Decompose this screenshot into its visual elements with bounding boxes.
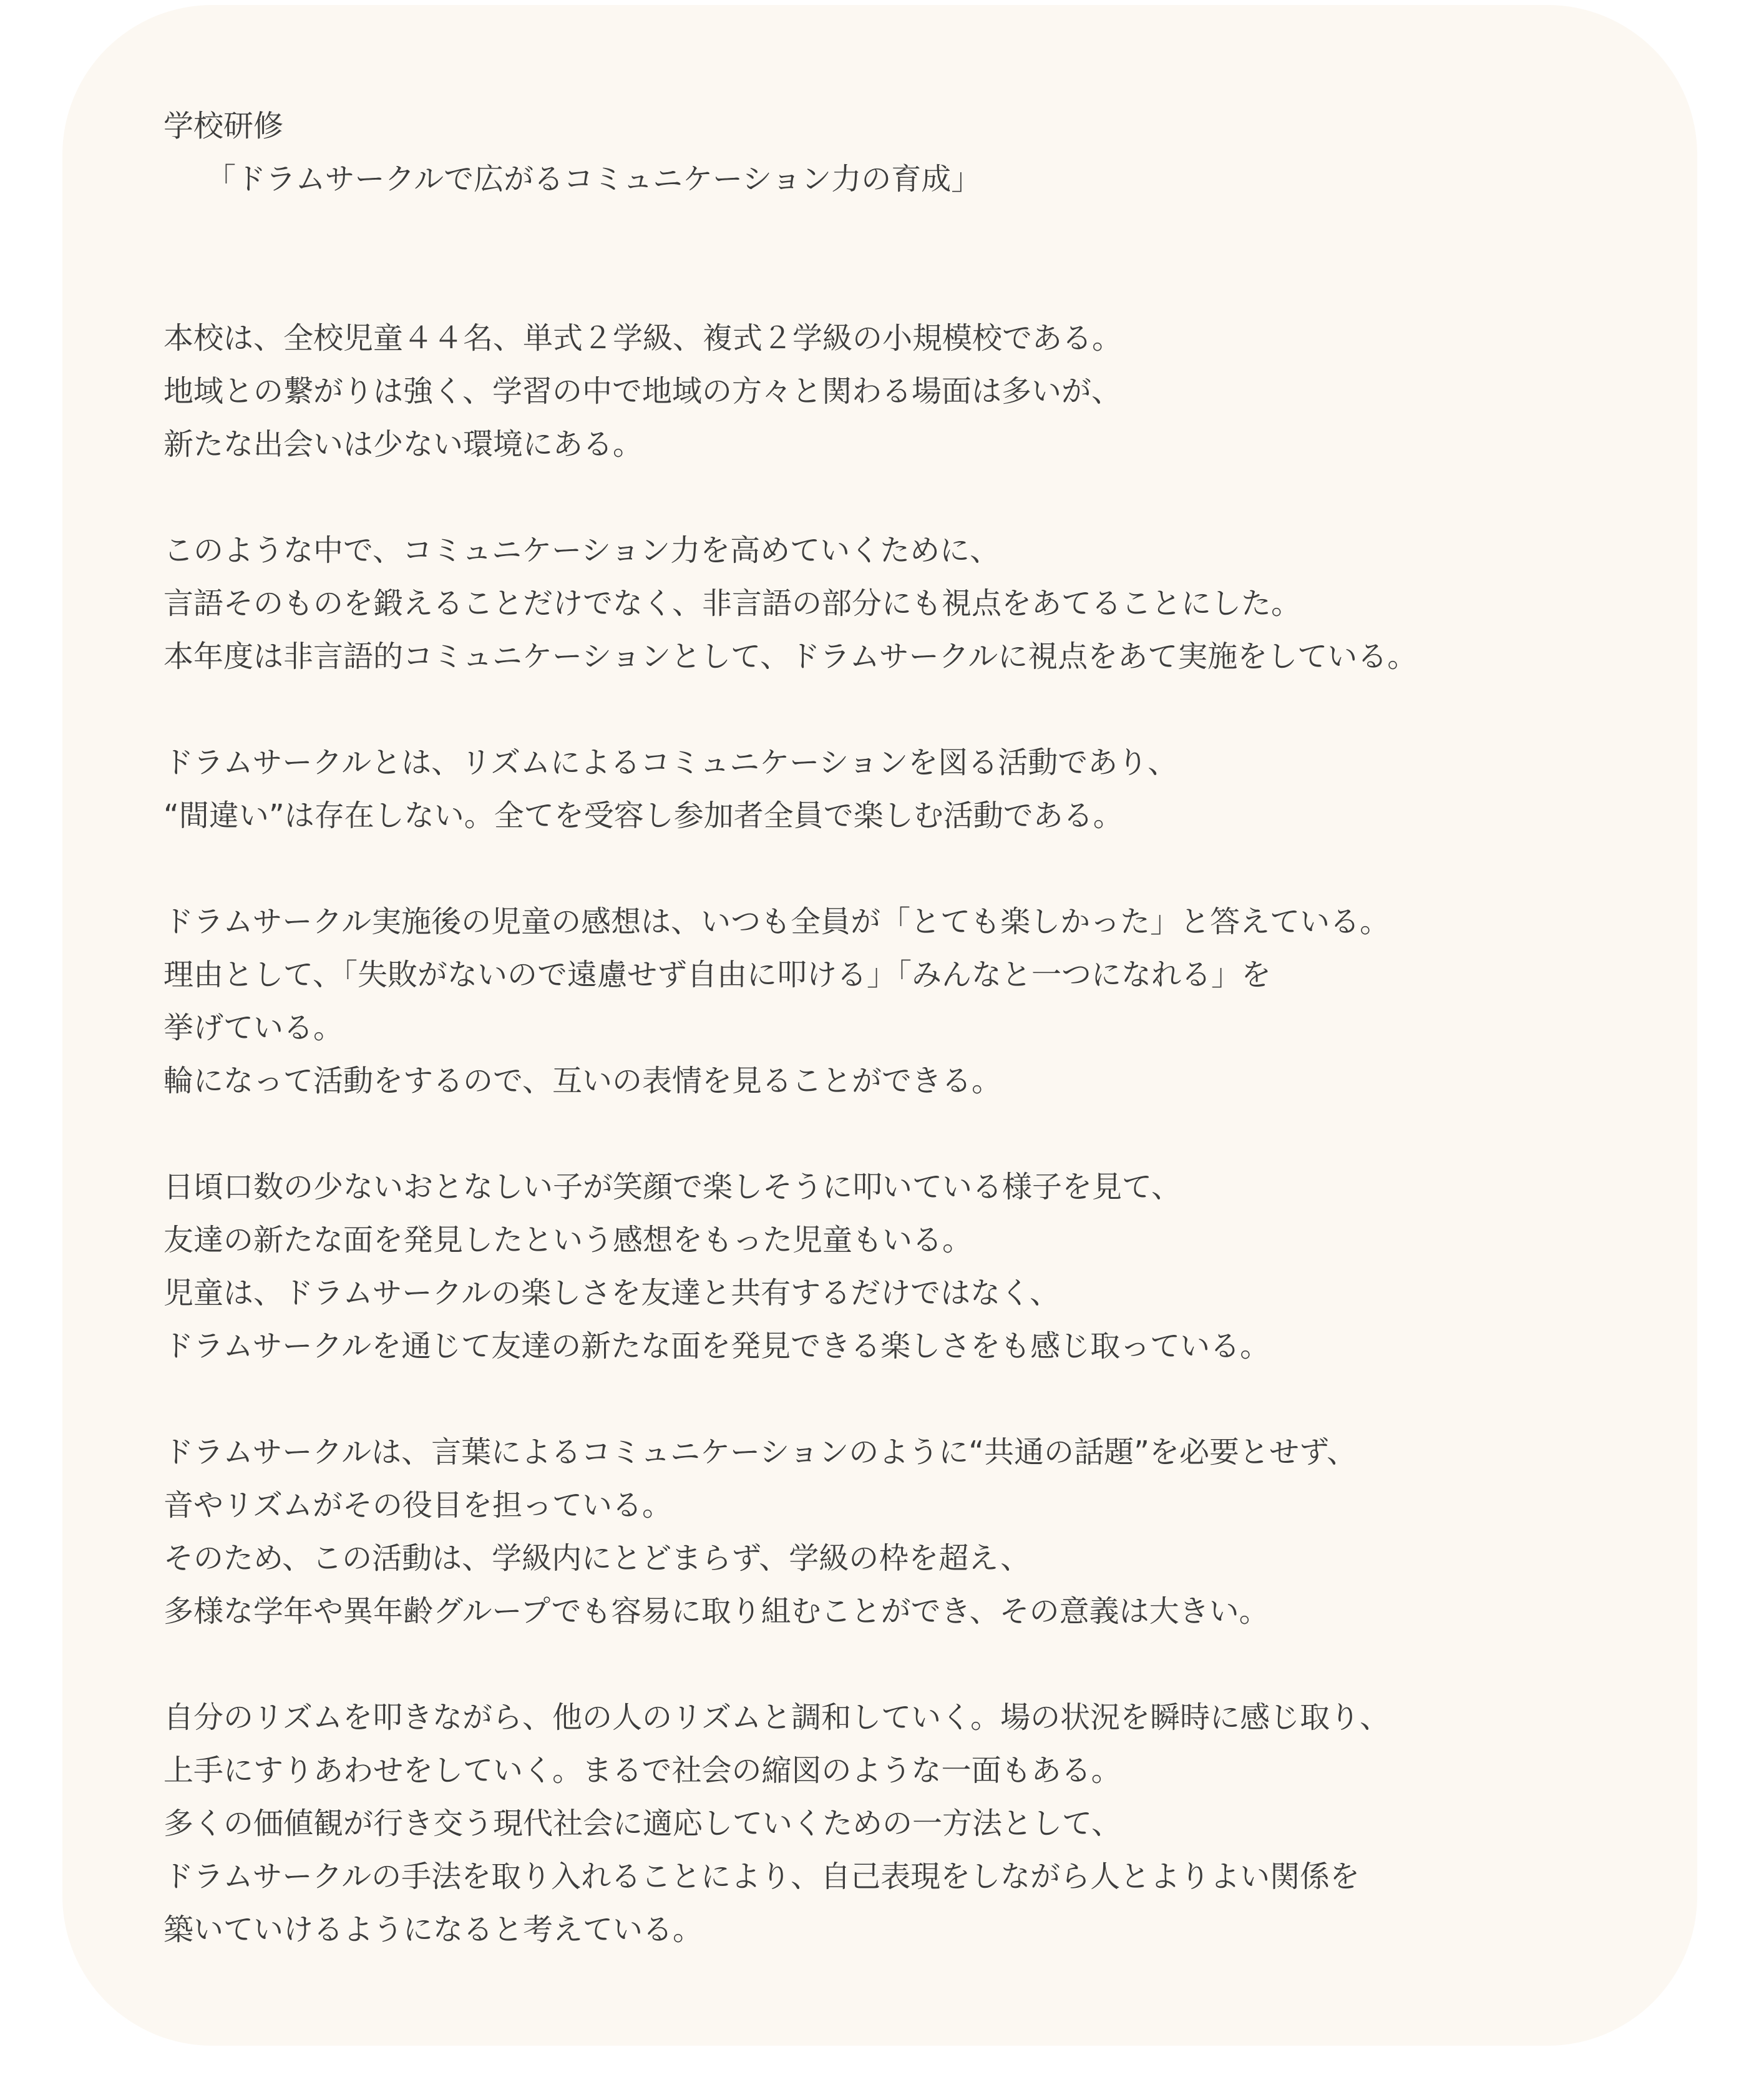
text-line: 自分のリズムを叩きながら、他の人のリズムと調和していく。場の状況を瞬時に感じ取り、 xyxy=(163,1700,1390,1735)
text-line: 挙げている。 xyxy=(163,1010,344,1045)
text-line: 輪になって活動をするので、互いの表情を見ることができる。 xyxy=(163,1063,1002,1098)
paragraph-gap xyxy=(163,1638,1697,1691)
text-line: ドラムサークル実施後の児童の感想は、いつも全員が「とても楽しかった」と答えている。 xyxy=(163,904,1390,939)
paragraph-3 xyxy=(163,736,1697,842)
text-line: そのため、この活動は、学級内にとどまらず、学級の枠を超え、 xyxy=(163,1541,1031,1576)
text-line: 日頃口数の少ないおとなしい子が笑顔で楽しそうに叩いている様子を見て、 xyxy=(163,1170,1182,1204)
text-line: 本年度は非言語的コミュニケーションとして、ドラムサークルに視点をあて実施をしている。 xyxy=(163,639,1418,674)
text-line: 児童は、ドラムサークルの楽しさを友達と共有するだけではなく、 xyxy=(163,1276,1060,1311)
text-line: 多様な学年や異年齢グループでも容易に取り組むことができ、その意義は大きい。 xyxy=(163,1594,1269,1629)
text-line: 理由として、「失敗がないので遠慮せず自由に叩ける」「みんなと一つになれる」を xyxy=(163,957,1272,992)
text-line: 地域との繋がりは強く、学習の中で地域の方々と関わる場面は多いが、 xyxy=(163,374,1122,409)
text-line: ドラムサークルとは、リズムによるコミュニケーションを図る活動であり、 xyxy=(163,745,1178,780)
text-line: 言語そのものを鍛えることだけでなく、非言語の部分にも視点をあてることにした。 xyxy=(163,586,1302,621)
paragraph-7 xyxy=(163,1691,1697,1956)
text-line: 本校は、全校児童４４名、単式２学級、複式２学級の小規模校である。 xyxy=(163,321,1123,356)
text-line: 新たな出会いは少ない環境にある。 xyxy=(163,427,643,462)
document-body xyxy=(163,312,1697,1956)
page-title: 学校研修 xyxy=(163,109,284,144)
paragraph-5 xyxy=(163,1161,1697,1373)
text-line: 音やリズムがその役目を担っている。 xyxy=(163,1488,673,1523)
paragraph-1 xyxy=(163,312,1697,471)
text-line: このような中で、コミュニケーション力を高めていくために、 xyxy=(163,533,1000,568)
text-line: 築いていけるようになると考えている。 xyxy=(163,1912,703,1947)
paragraph-gap xyxy=(163,1373,1697,1426)
text-line: 上手にすりあわせをしていく。まるで社会の縮図のような一面もある。 xyxy=(163,1753,1121,1788)
text-line: ドラムサークルを通じて友達の新たな面を発見できる楽しさをも感じ取っている。 xyxy=(163,1329,1270,1364)
text-line: 多くの価値観が行き交う現代社会に適応していくための一方法として、 xyxy=(163,1806,1122,1841)
paragraph-gap xyxy=(163,683,1697,736)
text-line: “間違い”は存在しない。全てを受容し参加者全員で楽しむ活動である。 xyxy=(163,798,1123,833)
paragraph-gap xyxy=(163,1108,1697,1161)
text-line: ドラムサークルは、言葉によるコミュニケーションのように“共通の話題”を必要とせず、 xyxy=(163,1435,1357,1470)
document-card xyxy=(62,5,1697,2046)
paragraph-gap xyxy=(163,471,1697,524)
text-line: 友達の新たな面を発見したという感想をもった児童もいる。 xyxy=(163,1223,973,1258)
text-line: ドラムサークルの手法を取り入れることにより、自己表現をしながら人とよりよい関係を xyxy=(163,1859,1360,1894)
paragraph-gap xyxy=(163,842,1697,896)
paragraph-6 xyxy=(163,1426,1697,1638)
page-subtitle: 「ドラムサークルで広がるコミュニケーション力の育成」 xyxy=(206,162,982,197)
paragraph-4 xyxy=(163,896,1697,1108)
header xyxy=(163,100,1697,206)
paragraph-2 xyxy=(163,524,1697,683)
